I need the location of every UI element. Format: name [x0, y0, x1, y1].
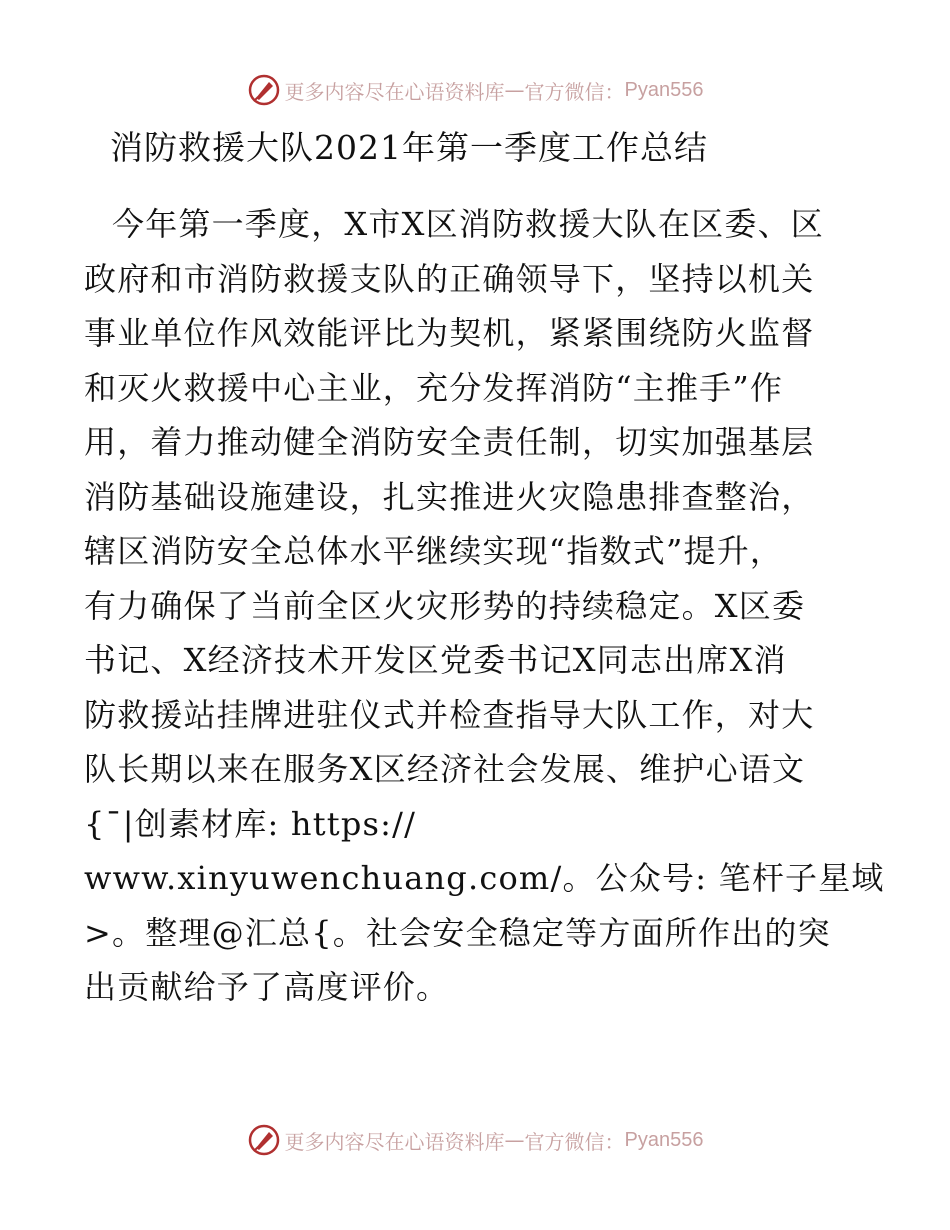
banner-wechat-label: 官方微信： — [524, 1129, 625, 1154]
pen-nib-logo-icon — [247, 73, 281, 107]
banner-separator: — — [504, 78, 525, 102]
banner-wechat-id: Pyan556 — [624, 78, 704, 101]
banner-separator: — — [504, 1128, 525, 1152]
footer-banner — [0, 1120, 950, 1160]
document-title: 消防救援大队2021年第一季度工作总结 — [110, 128, 708, 167]
header-banner — [0, 70, 950, 110]
body-line: 消防基础设施建设，扎实推进火灾隐患排查整治， — [84, 477, 815, 516]
body-line: {¯|创素材库: https:// — [84, 804, 417, 843]
pen-nib-logo-icon — [247, 1123, 281, 1157]
body-line: www.xinyuwenchuang.com/。公众号: 笔杆子星域 — [84, 859, 885, 897]
banner-main-text: 更多内容尽在心语资料库 — [284, 79, 505, 104]
body-line: 有力确保了当前全区火灾形势的持续稳定。X区委 — [84, 586, 806, 625]
body-line: 队长期以来在服务X区经济社会发展、维护心语文 — [84, 750, 806, 788]
body-line: 辖区消防安全总体水平继续实现“指数式”提升， — [84, 532, 784, 570]
body-line: 和灭火救援中心主业，充分发挥消防“主推手”作 — [84, 368, 784, 407]
body-line: 防救援站挂牌进驻仪式并检查指导大队工作，对大 — [84, 695, 815, 734]
banner-wechat-id: Pyan556 — [624, 1128, 704, 1151]
body-line: 出贡献给予了高度评价。 — [84, 968, 450, 1006]
banner-wechat-label: 官方微信： — [524, 79, 625, 104]
body-line: 书记、X经济技术开发区党委书记X同志出席X消 — [84, 641, 787, 679]
document-body — [84, 197, 885, 1015]
banner-main-text: 更多内容尽在心语资料库 — [284, 1129, 505, 1154]
body-line: >。整理@汇总{。社会安全稳定等方面所作出的突 — [84, 913, 831, 952]
body-line: 事业单位作风效能评比为契机，紧紧围绕防火监督 — [84, 314, 815, 352]
body-line: 政府和市消防救援支队的正确领导下，坚持以机关 — [84, 259, 815, 298]
body-line: 今年第一季度，X市X区消防救援大队在区委、区 — [112, 205, 824, 243]
body-line: 用，着力推动健全消防安全责任制，切实加强基层 — [84, 423, 815, 461]
